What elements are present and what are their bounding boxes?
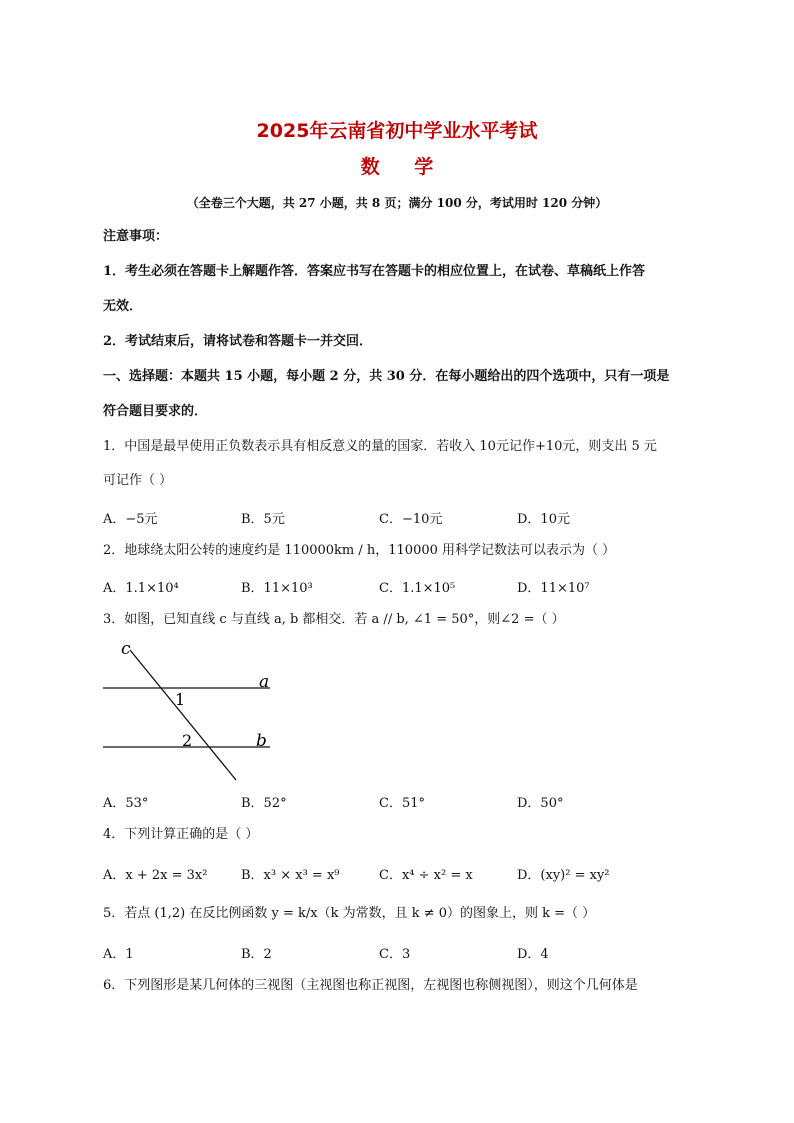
question-3-option-a: A．53° [103,796,149,811]
line-c [130,650,236,780]
question-4-option-c: C．x⁴ ÷ x² = x [379,868,473,883]
question-4-option-d: D．(xy)² = xy² [517,868,610,883]
parallel-lines-figure [95,638,285,786]
question-1-option-d: D．10元 [517,512,570,527]
question-2-option-c: C．1.1×10⁵ [379,581,456,596]
question-1-option-a: A．−5元 [103,512,158,527]
notes-item-2: 2．考试结束后，请将试卷和答题卡一并交回． [103,334,373,349]
exam-info: （全卷三个大题，共 27 小题，共 8 页；满分 100 分，考试用时 120 分钟） [186,196,608,210]
exam-title: 2025年云南省初中学业水平考试 [256,120,538,142]
question-3-option-b: B．52° [241,796,287,811]
section-1-line-2: 符合题目要求的． [103,404,208,419]
question-4-option-b: B．x³ × x³ = x⁹ [241,868,340,883]
question-5-line-1: 5．若点 (1,2) 在反比例函数 y = k/x（k 为常数，且 k ≠ 0）的图象上，则 k =（ ） [103,906,596,921]
question-1-line-1: 1．中国是最早使用正负数表示具有相反意义的量的国家．若收入 10元记作+10元，则支出 5 元 [103,439,657,454]
question-6-line-1: 6．下列图形是某几何体的三视图（主视图也称正视图，左视图也称侧视图），则这个几何体是 [103,978,638,993]
section-1-line-1: 一、选择题：本题共 15 小题，每小题 2 分，共 30 分．在每小题给出的四个选项中，只有一项是 [103,369,670,384]
question-3-option-c: C．51° [379,796,425,811]
question-4-line-1: 4．下列计算正确的是（ ） [103,827,259,842]
question-2-option-b: B．11×10³ [241,581,313,596]
notes-item-1-line-1: 1．考生必须在答题卡上解题作答．答案应书写在答题卡的相应位置上，在试卷、草稿纸上作答 [103,264,646,279]
question-2-option-a: A．1.1×10⁴ [103,581,179,596]
question-5-option-b: B．2 [241,947,272,962]
label-a: a [259,672,270,692]
question-5-option-a: A．1 [103,947,134,962]
label-b: b [256,731,267,751]
question-2-line-1: 2．地球绕太阳公转的速度约是 110000km / h，110000 用科学记数法可以表示为（ ） [103,543,616,558]
question-2-option-d: D．11×10⁷ [517,581,590,596]
label-c: c [121,639,131,659]
question-1-option-b: B．5元 [241,512,285,527]
angle-1-label: 1 [175,690,186,709]
exam-subject: 数 学 [360,156,448,178]
question-3-line-1: 3．如图，已知直线 c 与直线 a, b 都相交．若 a // b, ∠1 = 50°，则∠2 =（ ） [103,612,565,627]
question-5-option-d: D．4 [517,947,549,962]
angle-2-label: 2 [182,731,193,750]
question-1-option-c: C．−10元 [379,512,443,527]
question-1-line-2: 可记作（ ） [103,473,173,488]
question-5-option-c: C．3 [379,947,411,962]
notes-item-1-line-2: 无效． [103,299,143,314]
notes-heading: 注意事项： [103,229,169,244]
question-4-option-a: A．x + 2x = 3x² [103,868,208,883]
question-3-option-d: D．50° [517,796,564,811]
